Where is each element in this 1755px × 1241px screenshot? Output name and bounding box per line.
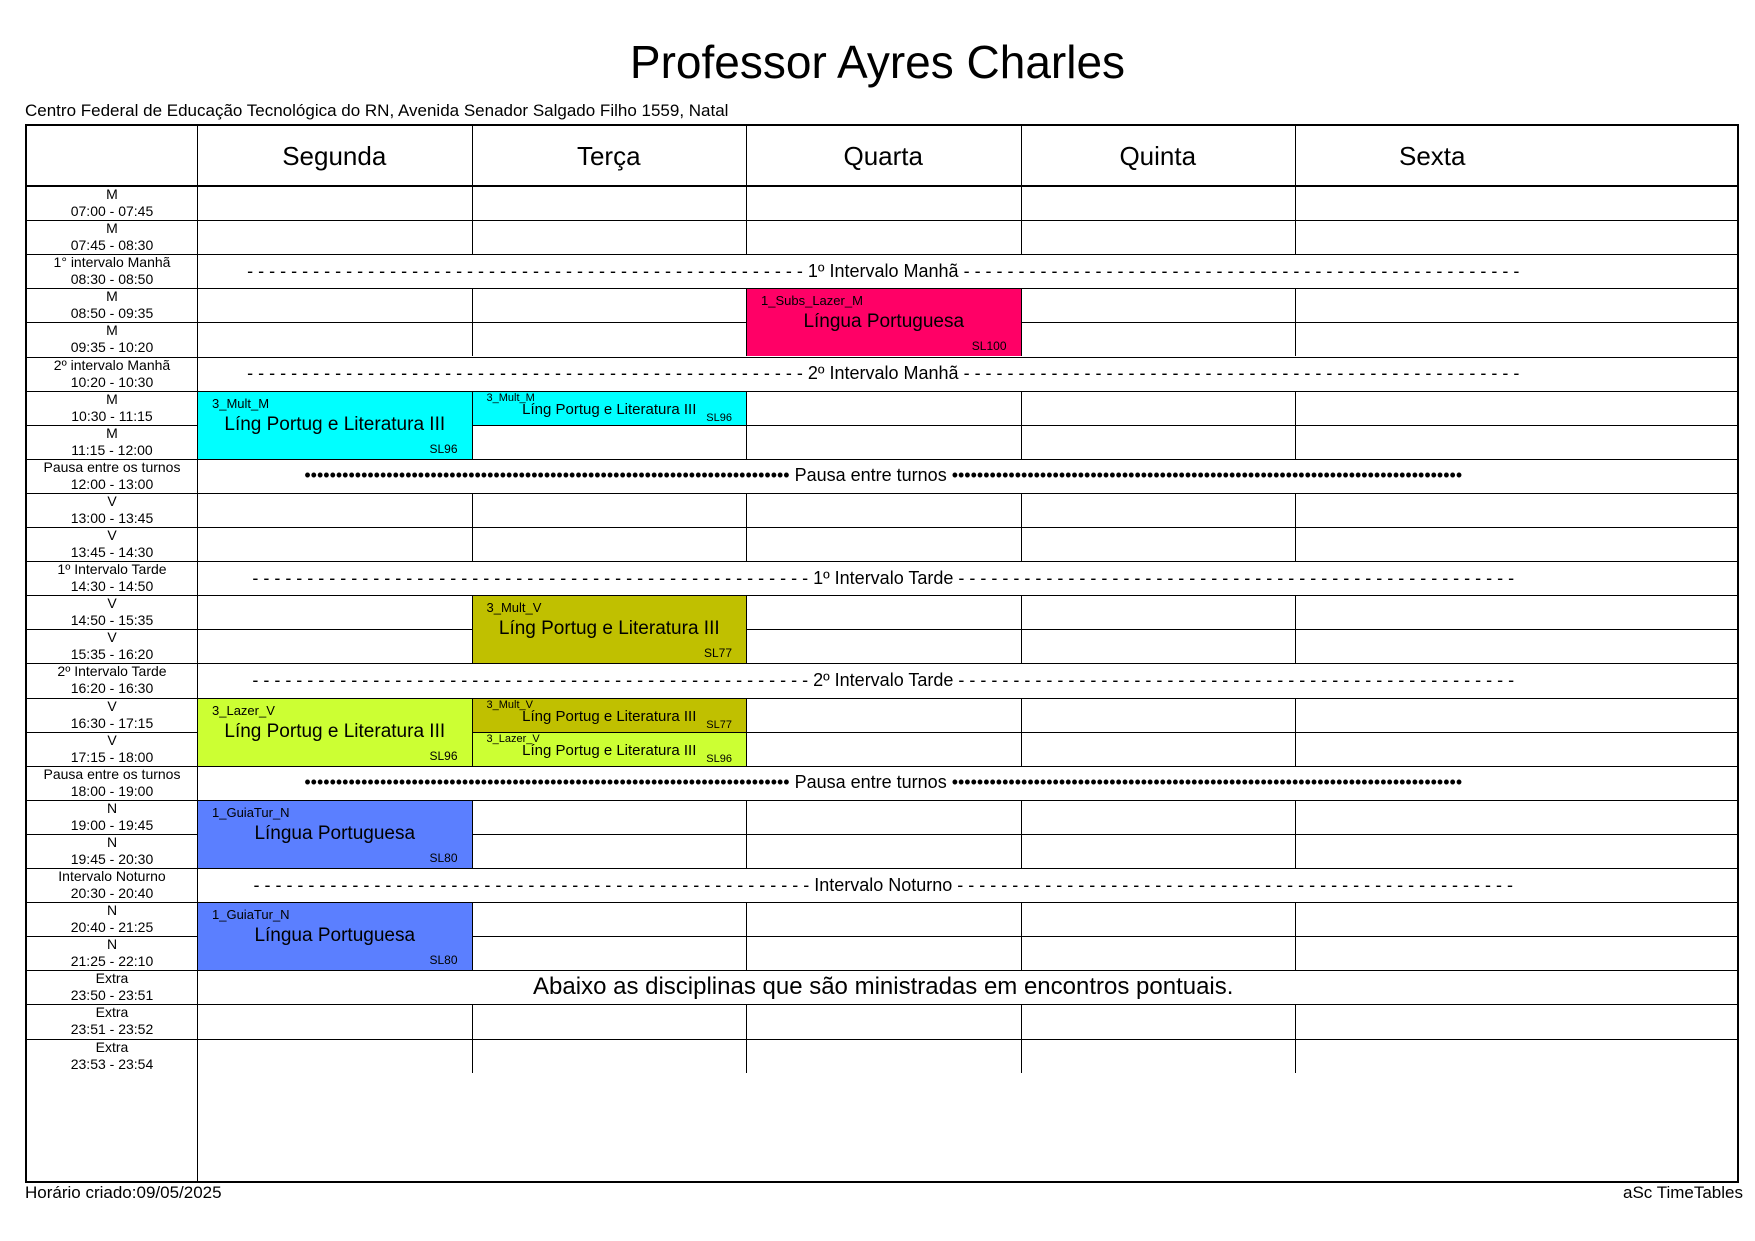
- period-name: M: [106, 288, 118, 305]
- column-divider: [1295, 1004, 1296, 1072]
- lesson-group: 3_Mult_M: [212, 395, 270, 411]
- row-divider: [27, 493, 1737, 494]
- lesson-room: SL96: [706, 411, 732, 424]
- period-label: [27, 322, 197, 356]
- brand-label: aSc TimeTables: [1623, 1183, 1743, 1202]
- column-divider: [1295, 186, 1296, 254]
- column-divider: [1021, 288, 1022, 356]
- period-name: 1º Intervalo Tarde: [57, 561, 167, 578]
- period-time: 08:30 - 08:50: [70, 271, 154, 288]
- lesson-card[interactable]: [198, 392, 472, 459]
- lesson-room: SL77: [706, 718, 732, 731]
- row-divider: [27, 595, 1737, 596]
- period-label: [27, 902, 197, 936]
- column-divider: [1021, 800, 1022, 868]
- lesson-group: 1_GuiaTur_N: [212, 907, 290, 923]
- period-label: [27, 254, 197, 288]
- period-label: [27, 493, 197, 527]
- column-divider: [746, 595, 747, 663]
- row-divider: [27, 1004, 1737, 1005]
- period-label: [27, 220, 197, 254]
- column-divider: [1021, 698, 1022, 766]
- column-divider: [1295, 800, 1296, 868]
- column-divider: [1021, 186, 1022, 254]
- break-banner: - - - - - - - - - - - - - - - - - - - - - - - - - - - - - - - - - - - - - - - - - - - - - - - - - - - Intervalo Noturno - - - - - - - - - - - - - - - - - - - - - - - - - - - - - - - - - - - - - - - - - - - - - - - - - - -: [253, 874, 1514, 895]
- period-name: V: [107, 697, 117, 714]
- period-name: Extra: [95, 1004, 129, 1021]
- lesson-room: SL96: [429, 441, 458, 456]
- column-divider: [746, 800, 747, 868]
- break-banner: - - - - - - - - - - - - - - - - - - - - - - - - - - - - - - - - - - - - - - - - - - - - - - - - - - - 1º Intervalo Tarde - - - - - - - - - - - - - - - - - - - - - - - - - - - - - - - - - - - - - - - - - - - - - - - - - - -: [252, 567, 1515, 588]
- period-time: 21:25 - 22:10: [70, 953, 154, 970]
- day-header-segunda: Segunda: [282, 140, 387, 171]
- lesson-card[interactable]: [473, 733, 747, 766]
- period-name: V: [107, 731, 117, 748]
- timetable-grid: [25, 124, 1739, 1183]
- lesson-room: SL77: [703, 646, 732, 661]
- period-label: [27, 595, 197, 629]
- period-name: V: [107, 595, 117, 612]
- lesson-subject: Líng Portug e Literatura III: [224, 413, 446, 435]
- row-divider: [27, 629, 1737, 630]
- period-label: [27, 868, 197, 902]
- period-label: [27, 629, 197, 663]
- lesson-subject: Líng Portug e Literatura III: [224, 720, 446, 742]
- lesson-room: SL80: [429, 850, 458, 865]
- column-divider: [746, 698, 747, 766]
- column-divider: [1295, 288, 1296, 356]
- column-divider: [472, 902, 473, 970]
- column-divider: [1021, 1004, 1022, 1072]
- period-label: [27, 357, 197, 391]
- period-name: 2º intervalo Manhã: [53, 356, 171, 373]
- break-banner: - - - - - - - - - - - - - - - - - - - - - - - - - - - - - - - - - - - - - - - - - - - - - - - - - - - 1º Intervalo Manhã - - - - - - - - - - - - - - - - - - - - - - - - - - - - - - - - - - - - - - - - - - - - - - - - - - -: [247, 260, 1520, 281]
- period-time: 19:45 - 20:30: [70, 850, 154, 867]
- period-label: [27, 186, 197, 220]
- lesson-subject: Líng Portug e Literatura III: [522, 707, 697, 725]
- period-time: 19:00 - 19:45: [70, 816, 154, 833]
- period-time: 09:35 - 10:20: [70, 339, 154, 356]
- period-name: M: [106, 220, 118, 237]
- period-time: 10:20 - 10:30: [70, 373, 154, 390]
- lesson-group: 1_Subs_Lazer_M: [761, 293, 863, 309]
- period-label: [27, 288, 197, 322]
- column-divider: [1295, 698, 1296, 766]
- period-name: Extra: [95, 970, 129, 987]
- period-label: [27, 732, 197, 766]
- lesson-card[interactable]: [198, 699, 472, 766]
- lesson-group: 3_Mult_V: [486, 600, 542, 616]
- period-label: [27, 970, 197, 1004]
- column-divider: [472, 493, 473, 561]
- lesson-group: 3_Lazer_V: [212, 702, 275, 718]
- lesson-group: 3_Lazer_V: [486, 732, 540, 745]
- column-divider: [472, 288, 473, 356]
- period-label: [27, 425, 197, 459]
- period-time: 23:50 - 23:51: [70, 987, 154, 1004]
- period-label: [27, 663, 197, 697]
- column-divider: [746, 1004, 747, 1072]
- lesson-card[interactable]: [473, 392, 747, 425]
- period-time: 15:35 - 16:20: [70, 646, 154, 663]
- period-time: 23:51 - 23:52: [70, 1021, 154, 1038]
- lesson-room: SL96: [706, 752, 732, 765]
- lesson-group: 1_GuiaTur_N: [212, 804, 290, 820]
- period-label: [27, 561, 197, 595]
- column-divider: [472, 1004, 473, 1072]
- label-column-divider: [197, 126, 198, 1181]
- column-divider: [746, 126, 747, 186]
- period-time: 20:30 - 20:40: [70, 885, 154, 902]
- period-name: M: [106, 322, 118, 339]
- period-time: 13:00 - 13:45: [70, 509, 154, 526]
- period-name: 2º Intervalo Tarde: [57, 663, 167, 680]
- lesson-room: SL96: [429, 748, 458, 763]
- column-divider: [1021, 595, 1022, 663]
- period-label: [27, 766, 197, 800]
- period-label: [27, 800, 197, 834]
- column-divider: [746, 902, 747, 970]
- period-time: 07:45 - 08:30: [70, 237, 154, 254]
- period-name: V: [107, 629, 117, 646]
- period-time: 17:15 - 18:00: [70, 748, 154, 765]
- header-divider: [27, 185, 1737, 187]
- day-header-sexta: Sexta: [1399, 140, 1466, 171]
- period-name: N: [106, 902, 118, 919]
- column-divider: [1295, 391, 1296, 459]
- period-name: M: [106, 424, 118, 441]
- period-name: M: [106, 390, 118, 407]
- period-name: V: [107, 492, 117, 509]
- lesson-subject: Líng Portug e Literatura III: [522, 741, 697, 759]
- period-name: V: [107, 527, 117, 544]
- column-divider: [746, 186, 747, 254]
- day-header-quinta: Quinta: [1119, 140, 1197, 171]
- lesson-room: SL80: [429, 953, 458, 968]
- period-time: 14:50 - 15:35: [70, 612, 154, 629]
- break-banner: ••••••••••••••••••••••••••••••••••••••••••••••••••••••••••••••••••••••••••••• Pausa entre turnos •••••••••••••••••••••••••••••••••••••••••••••••••••••••••••••••••••••••••••••••••: [304, 465, 1463, 486]
- column-divider: [1295, 493, 1296, 561]
- break-banner: - - - - - - - - - - - - - - - - - - - - - - - - - - - - - - - - - - - - - - - - - - - - - - - - - - - 2º Intervalo Manhã - - - - - - - - - - - - - - - - - - - - - - - - - - - - - - - - - - - - - - - - - - - - - - - - - - -: [247, 363, 1520, 384]
- period-label: [27, 698, 197, 732]
- column-divider: [1295, 902, 1296, 970]
- period-label: [27, 391, 197, 425]
- row-divider: [27, 1039, 1737, 1040]
- page-title: Professor Ayres Charles: [629, 36, 1126, 88]
- period-name: Pausa entre os turnos: [43, 765, 181, 782]
- period-time: 14:30 - 14:50: [70, 578, 154, 595]
- lesson-group: 3_Mult_V: [486, 698, 533, 711]
- period-time: 08:50 - 09:35: [70, 305, 154, 322]
- lesson-subject: Líng Portug e Literatura III: [522, 400, 697, 418]
- lesson-room: SL100: [971, 339, 1007, 354]
- lesson-card[interactable]: [747, 289, 1021, 356]
- column-divider: [1295, 595, 1296, 663]
- period-name: Pausa entre os turnos: [43, 458, 181, 475]
- column-divider: [1295, 126, 1296, 186]
- row-divider: [27, 527, 1737, 528]
- period-label: [27, 527, 197, 561]
- break-banner: ••••••••••••••••••••••••••••••••••••••••••••••••••••••••••••••••••••••••••••• Pausa entre turnos •••••••••••••••••••••••••••••••••••••••••••••••••••••••••••••••••••••••••••••••••: [304, 772, 1463, 793]
- period-time: 23:53 - 23:54: [70, 1055, 154, 1072]
- lesson-group: 3_Mult_M: [486, 391, 535, 404]
- period-name: N: [106, 833, 118, 850]
- period-time: 07:00 - 07:45: [70, 203, 154, 220]
- period-time: 16:30 - 17:15: [70, 714, 154, 731]
- period-name: 1° intervalo Manhã: [53, 254, 171, 271]
- period-time: 13:45 - 14:30: [70, 544, 154, 561]
- column-divider: [1021, 902, 1022, 970]
- period-label: [27, 1004, 197, 1038]
- break-banner: - - - - - - - - - - - - - - - - - - - - - - - - - - - - - - - - - - - - - - - - - - - - - - - - - - - 2º Intervalo Tarde - - - - - - - - - - - - - - - - - - - - - - - - - - - - - - - - - - - - - - - - - - - - - - - - - - -: [252, 669, 1515, 690]
- period-name: Extra: [95, 1038, 129, 1055]
- lesson-card[interactable]: [198, 801, 472, 868]
- period-label: [27, 936, 197, 970]
- column-divider: [746, 391, 747, 459]
- period-name: N: [106, 799, 118, 816]
- row-divider: [27, 220, 1737, 221]
- period-name: Intervalo Noturno: [58, 868, 166, 885]
- period-time: 12:00 - 13:00: [70, 475, 154, 492]
- created-date: Horário criado:09/05/2025: [25, 1183, 222, 1202]
- lesson-subject: Língua Portuguesa: [254, 822, 416, 844]
- period-label: [27, 459, 197, 493]
- column-divider: [746, 493, 747, 561]
- day-header-terça: Terça: [576, 140, 641, 171]
- lesson-subject: Língua Portuguesa: [803, 311, 965, 333]
- column-divider: [1021, 391, 1022, 459]
- day-header-quarta: Quarta: [843, 140, 923, 171]
- period-name: N: [106, 936, 118, 953]
- lesson-subject: Líng Portug e Literatura III: [498, 618, 720, 640]
- extra-note: Abaixo as disciplinas que são ministradas em encontros pontuais.: [533, 973, 1234, 1001]
- column-divider: [1021, 126, 1022, 186]
- lesson-card[interactable]: [473, 596, 747, 663]
- column-divider: [472, 800, 473, 868]
- column-divider: [472, 126, 473, 186]
- period-label: [27, 834, 197, 868]
- column-divider: [1021, 493, 1022, 561]
- lesson-card[interactable]: [198, 903, 472, 970]
- period-name: M: [106, 186, 118, 203]
- period-label: [27, 1039, 197, 1073]
- period-time: 18:00 - 19:00: [70, 782, 154, 799]
- period-time: 20:40 - 21:25: [70, 919, 154, 936]
- school-address: Centro Federal de Educação Tecnológica do RN, Avenida Senador Salgado Filho 1559, Natal: [25, 101, 729, 120]
- lesson-card[interactable]: [473, 699, 747, 732]
- lesson-subject: Língua Portuguesa: [254, 925, 416, 947]
- period-time: 10:30 - 11:15: [71, 407, 153, 424]
- period-time: 16:20 - 16:30: [70, 680, 154, 697]
- column-divider: [472, 186, 473, 254]
- period-time: 11:15 - 12:00: [71, 441, 153, 458]
